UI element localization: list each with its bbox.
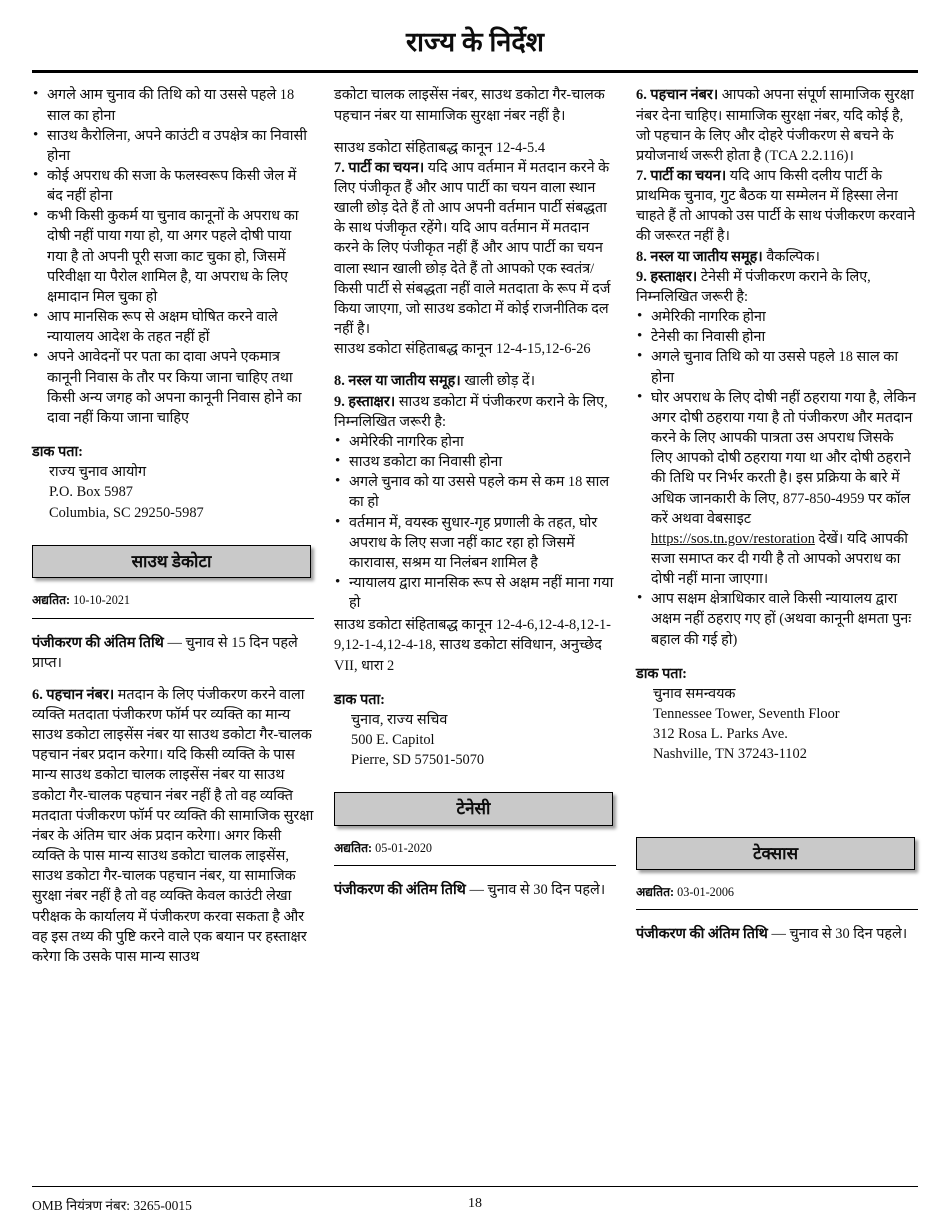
three-column-layout [32,85,918,979]
tn-item-7 [636,166,918,247]
tn-signature-requirements-list [636,307,918,650]
list-item: • आप सक्षम क्षेत्राधिकार वाले किसी न्यायालय द्वारा अक्षम नहीं ठहराए गए हों (अथवा कानूनी क्षमता पुनः बहाल की गई हो) [636,589,918,649]
column-1 [32,85,314,979]
item-label: 7. पार्टी का चयन। [636,168,727,185]
list-item: • साउथ कैरोलिना, अपने काउंटी व उपक्षेत्र का निवासी होना [32,126,314,166]
updated-label: अद्यतित: [636,885,675,900]
item-text: खाली छोड़ दें। [460,373,536,390]
tennessee-section-header: टेनेसी [334,792,613,826]
sd-item-7 [334,158,616,339]
tn-deadline [334,880,616,900]
deadline-label: पंजीकरण की अंतिम तिथि [636,926,768,943]
list-item: • अमेरिकी नागरिक होना [334,432,616,452]
deadline-label: पंजीकरण की अंतिम तिथि [334,882,466,899]
sd-law-citation-3: साउथ डकोटा संहिताबद्ध कानून 12-4-6,12-4-8,12-1-9,12-1-4,12-4-18, साउथ डकोटा संविधान, अनुच्छेद VII, धारा 2 [334,617,611,674]
item-label: 7. पार्टी का चयन। [334,159,425,176]
item-label: 6. पहचान नंबर। [32,686,115,703]
sd-item-6 [32,685,314,967]
sd-deadline [32,633,314,673]
address-line: 500 E. Capitol [351,732,435,749]
sc-mailing-label: डाक पता: [32,444,83,461]
page-number: 18 [468,1196,482,1211]
restoration-link[interactable]: https://sos.tn.gov/restoration [651,530,815,547]
item-text: टेनेसी में पंजीकरण कराने के लिए, निम्नलिखित जरूरी है: [636,268,871,305]
address-line: Columbia, SC 29250-5987 [49,504,204,521]
address-line: Nashville, TN 37243-1102 [653,746,807,763]
deadline-label: पंजीकरण की अंतिम तिथि [32,634,164,651]
updated-label: अद्यतित: [334,841,373,856]
sd-item-8 [334,371,616,391]
list-item: • अगले चुनाव को या उससे पहले कम से कम 18 साल का हो [334,472,616,512]
texas-section-header: टेक्सास [636,837,915,871]
tn-item-9 [636,267,918,307]
sd-item-6-continued: डकोटा चालक लाइसेंस नंबर, साउथ डकोटा गैर-चालक पहचान नंबर या सामाजिक सुरक्षा नंबर नहीं है। [334,87,605,124]
list-item: • अमेरिकी नागरिक होना [636,307,918,327]
item-text: यदि आप वर्तमान में मतदान करने के लिए पंजीकृत हैं और आप पार्टी का चयन वाला स्थान खाली छोड़ देते हैं तो आप अपनी वर्तमान पार्टी संबद्धता के साथ पंजीकृत रहेंगे। यदि आप वर्तमान में मतदान करने के लिए पंजीकृत नहीं हैं और आप पार्टी का चयन वाला स्थान खाली छोड़ देते हैं तो आपको एक स्वतंत्र/किसी पार्टी से संबद्धता नहीं वाले मतदाता के रूप में दर्ज किया जाएगा, जो साउथ डकोटा में कोई राजनीतिक दल नहीं है। [334,159,611,338]
sc-mailing-address [49,462,314,522]
tn-mailing-label: डाक पता: [636,665,687,682]
sd-mailing-address [351,710,616,770]
sd-signature-requirements-list [334,432,616,613]
item-label: 6. पहचान नंबर। [636,87,719,104]
address-line: चुनाव समन्वयक [653,685,736,702]
omb-control-number: OMB नियंत्रण नंबर: 3265-0015 [32,1198,192,1213]
tx-updated-line [636,884,918,901]
spacer [636,779,918,815]
list-item: • आप मानसिक रूप से अक्षम घोषित करने वाले न्यायालय आदेश के तहत नहीं हों [32,307,314,347]
deadline-text: — चुनाव से 15 दिन पहले प्राप्त। [32,634,298,671]
page-title: राज्य के निर्देश [405,27,545,57]
list-item: • वर्तमान में, वयस्क सुधार-गृह प्रणाली के तहत, घोर अपराध के लिए सजा नहीं काट रहा हो जिसमें कारावास, सश्रम या निलंबन शामिल है [334,513,616,573]
list-item: • कभी किसी कुकर्म या चुनाव कानूनों के अपराध का दोषी नहीं पाया गया हो, या अगर पहले दोषी पाया गया है तो अपनी पूरी सजा काट चुका हो, जिसमें परिवीक्षा या पैरोल शामिल है, या अपराध के लिए क्षमादान मिल चुका हो [32,206,314,307]
item-text: मतदान के लिए पंजीकरण करने वाला व्यक्ति मतदाता पंजीकरण फॉर्म पर व्यक्ति का मान्य साउथ डकोटा लाइसेंस नंबर या साउथ डकोटा गैर-चालक पहचान नंबर प्रदान करेगा। यदि किसी व्यक्ति के पास मान्य साउथ डकोटा चालक लाइसेंस नंबर या साउथ डकोटा गैर-चालक पहचान नंबर नहीं है तो वह व्यक्ति मतदाता पंजीकरण फॉर्म पर व्यक्ति की सामाजिक सुरक्षा नंबर के अंतिम चार अंक प्रदान करेगा। अगर किसी व्यक्ति के पास मान्य साउथ डकोटा चालक लाइसेंस, साउथ डकोटा गैर-चालक पहचान नंबर, या सामाजिक सुरक्षा नंबर नहीं है तो वह व्यक्ति केवल काउंटी लेखा परीक्षक के कार्यालय में पंजीकरण करवा सकता है और वह इस तथ्य की पुष्टि करने वाले एक बयान पर हस्ताक्षर करेगा कि उसके पास मान्य साउथ [32,686,314,965]
deadline-text: — चुनाव से 30 दिन पहले। [767,926,908,943]
item-label: 8. नस्ल या जातीय समूह। [636,248,763,265]
item-text: वैकल्पिक। [762,248,820,265]
updated-date: 05-01-2020 [375,841,433,856]
address-line: राज्य चुनाव आयोग [49,464,147,481]
page-footer [32,1186,918,1214]
updated-label: अद्यतित: [32,593,71,608]
sd-law-citation-1: साउथ डकोटा संहिताबद्ध कानून 12-4-5.4 [334,139,546,156]
sc-eligibility-list [32,85,314,428]
list-item: • अपने आवेदनों पर पता का दावा अपने एकमात्र कानूनी निवास के तौर पर किया जाना चाहिए तथा किसी अन्य जगह को अपना कानूनी निवास होने का दावा नहीं किया जाना चाहिए [32,347,314,428]
sd-item-9 [334,392,616,432]
divider [334,865,616,866]
address-line: Tennessee Tower, Seventh Floor [653,706,840,723]
address-line: Pierre, SD 57501-5070 [351,752,485,769]
divider [32,618,314,619]
divider [636,909,918,910]
deadline-text: — चुनाव से 30 दिन पहले। [465,882,606,899]
tn-updated-line [334,840,616,857]
address-line: P.O. Box 5987 [49,484,133,501]
updated-date: 10-10-2021 [73,593,131,608]
tn-item-8 [636,247,918,267]
address-line: चुनाव, राज्य सचिव [351,711,448,728]
tn-mailing-address [653,684,918,765]
list-item: • अगले चुनाव तिथि को या उससे पहले 18 साल का होना [636,347,918,387]
title-divider [32,70,918,73]
item-text: साउथ डकोटा में पंजीकरण कराने के लिए, निम्नलिखित जरूरी है: [334,393,608,430]
item-label: 8. नस्ल या जातीय समूह। [334,373,461,390]
list-item [636,388,918,590]
address-line: 312 Rosa L. Parks Ave. [653,726,788,743]
list-item: • अगले आम चुनाव की तिथि को या उससे पहले 18 साल का होना [32,85,314,125]
felony-text-after: देखें। यदि आपकी सजा समाप्त कर दी गयी है तो आपको अपराध का दोषी नहीं माना जाएगा। [651,530,908,588]
list-item: • टेनेसी का निवासी होना [636,327,918,347]
list-item: • साउथ डकोटा का निवासी होना [334,452,616,472]
list-item: • कोई अपराध की सजा के फलस्वरूप किसी जेल में बंद नहीं होना [32,166,314,206]
south-dakota-section-header: साउथ डेकोटा [32,545,311,579]
column-2 [334,85,616,979]
sd-law-citation-2: साउथ डकोटा संहिताबद्ध कानून 12-4-15,12-6-26 [334,341,591,358]
item-text: यदि आप किसी दलीय पार्टी के प्राथमिक चुनाव, गुट बैठक या सम्मेलन में हिस्सा लेना चाहते हैं तो आपको उस पार्टी के साथ पंजीकरण करवाने की जरूरत नहीं है। [636,168,916,245]
item-label: 9. हस्ताक्षर। [334,393,396,410]
tn-item-6 [636,85,918,166]
sd-mailing-label: डाक पता: [334,691,385,708]
felony-text-before: घोर अपराध के लिए दोषी नहीं ठहराया गया है, लेकिन अगर दोषी ठहराया गया है तो पंजीकरण और मतदान करने के लिए आपकी पात्रता उस अपराध जिसके लिए आपको दोषी ठहराया गया था और दोषी ठहराने की तिथि पर निर्भर करती है। इस प्रक्रिया के बारे में अधिक जानकारी के लिए, 877-850-4959 पर कॉल करें अथवा वेबसाइट [651,389,917,527]
item-text: आपको अपना संपूर्ण सामाजिक सुरक्षा नंबर देना चाहिए। सामाजिक सुरक्षा नंबर, यदि कोई है, जो पहचान के लिए और दोहरे पंजीकरण से बचने के प्रयोजनार्थ जरूरी होता है (TCA 2.2.116)। [636,87,914,164]
item-label: 9. हस्ताक्षर। [636,268,698,285]
column-3 [636,85,918,979]
list-item: • न्यायालय द्वारा मानसिक रूप से अक्षम नहीं माना गया हो [334,573,616,613]
tx-deadline [636,924,918,944]
updated-date: 03-01-2006 [677,885,735,900]
sd-updated-line [32,592,314,609]
